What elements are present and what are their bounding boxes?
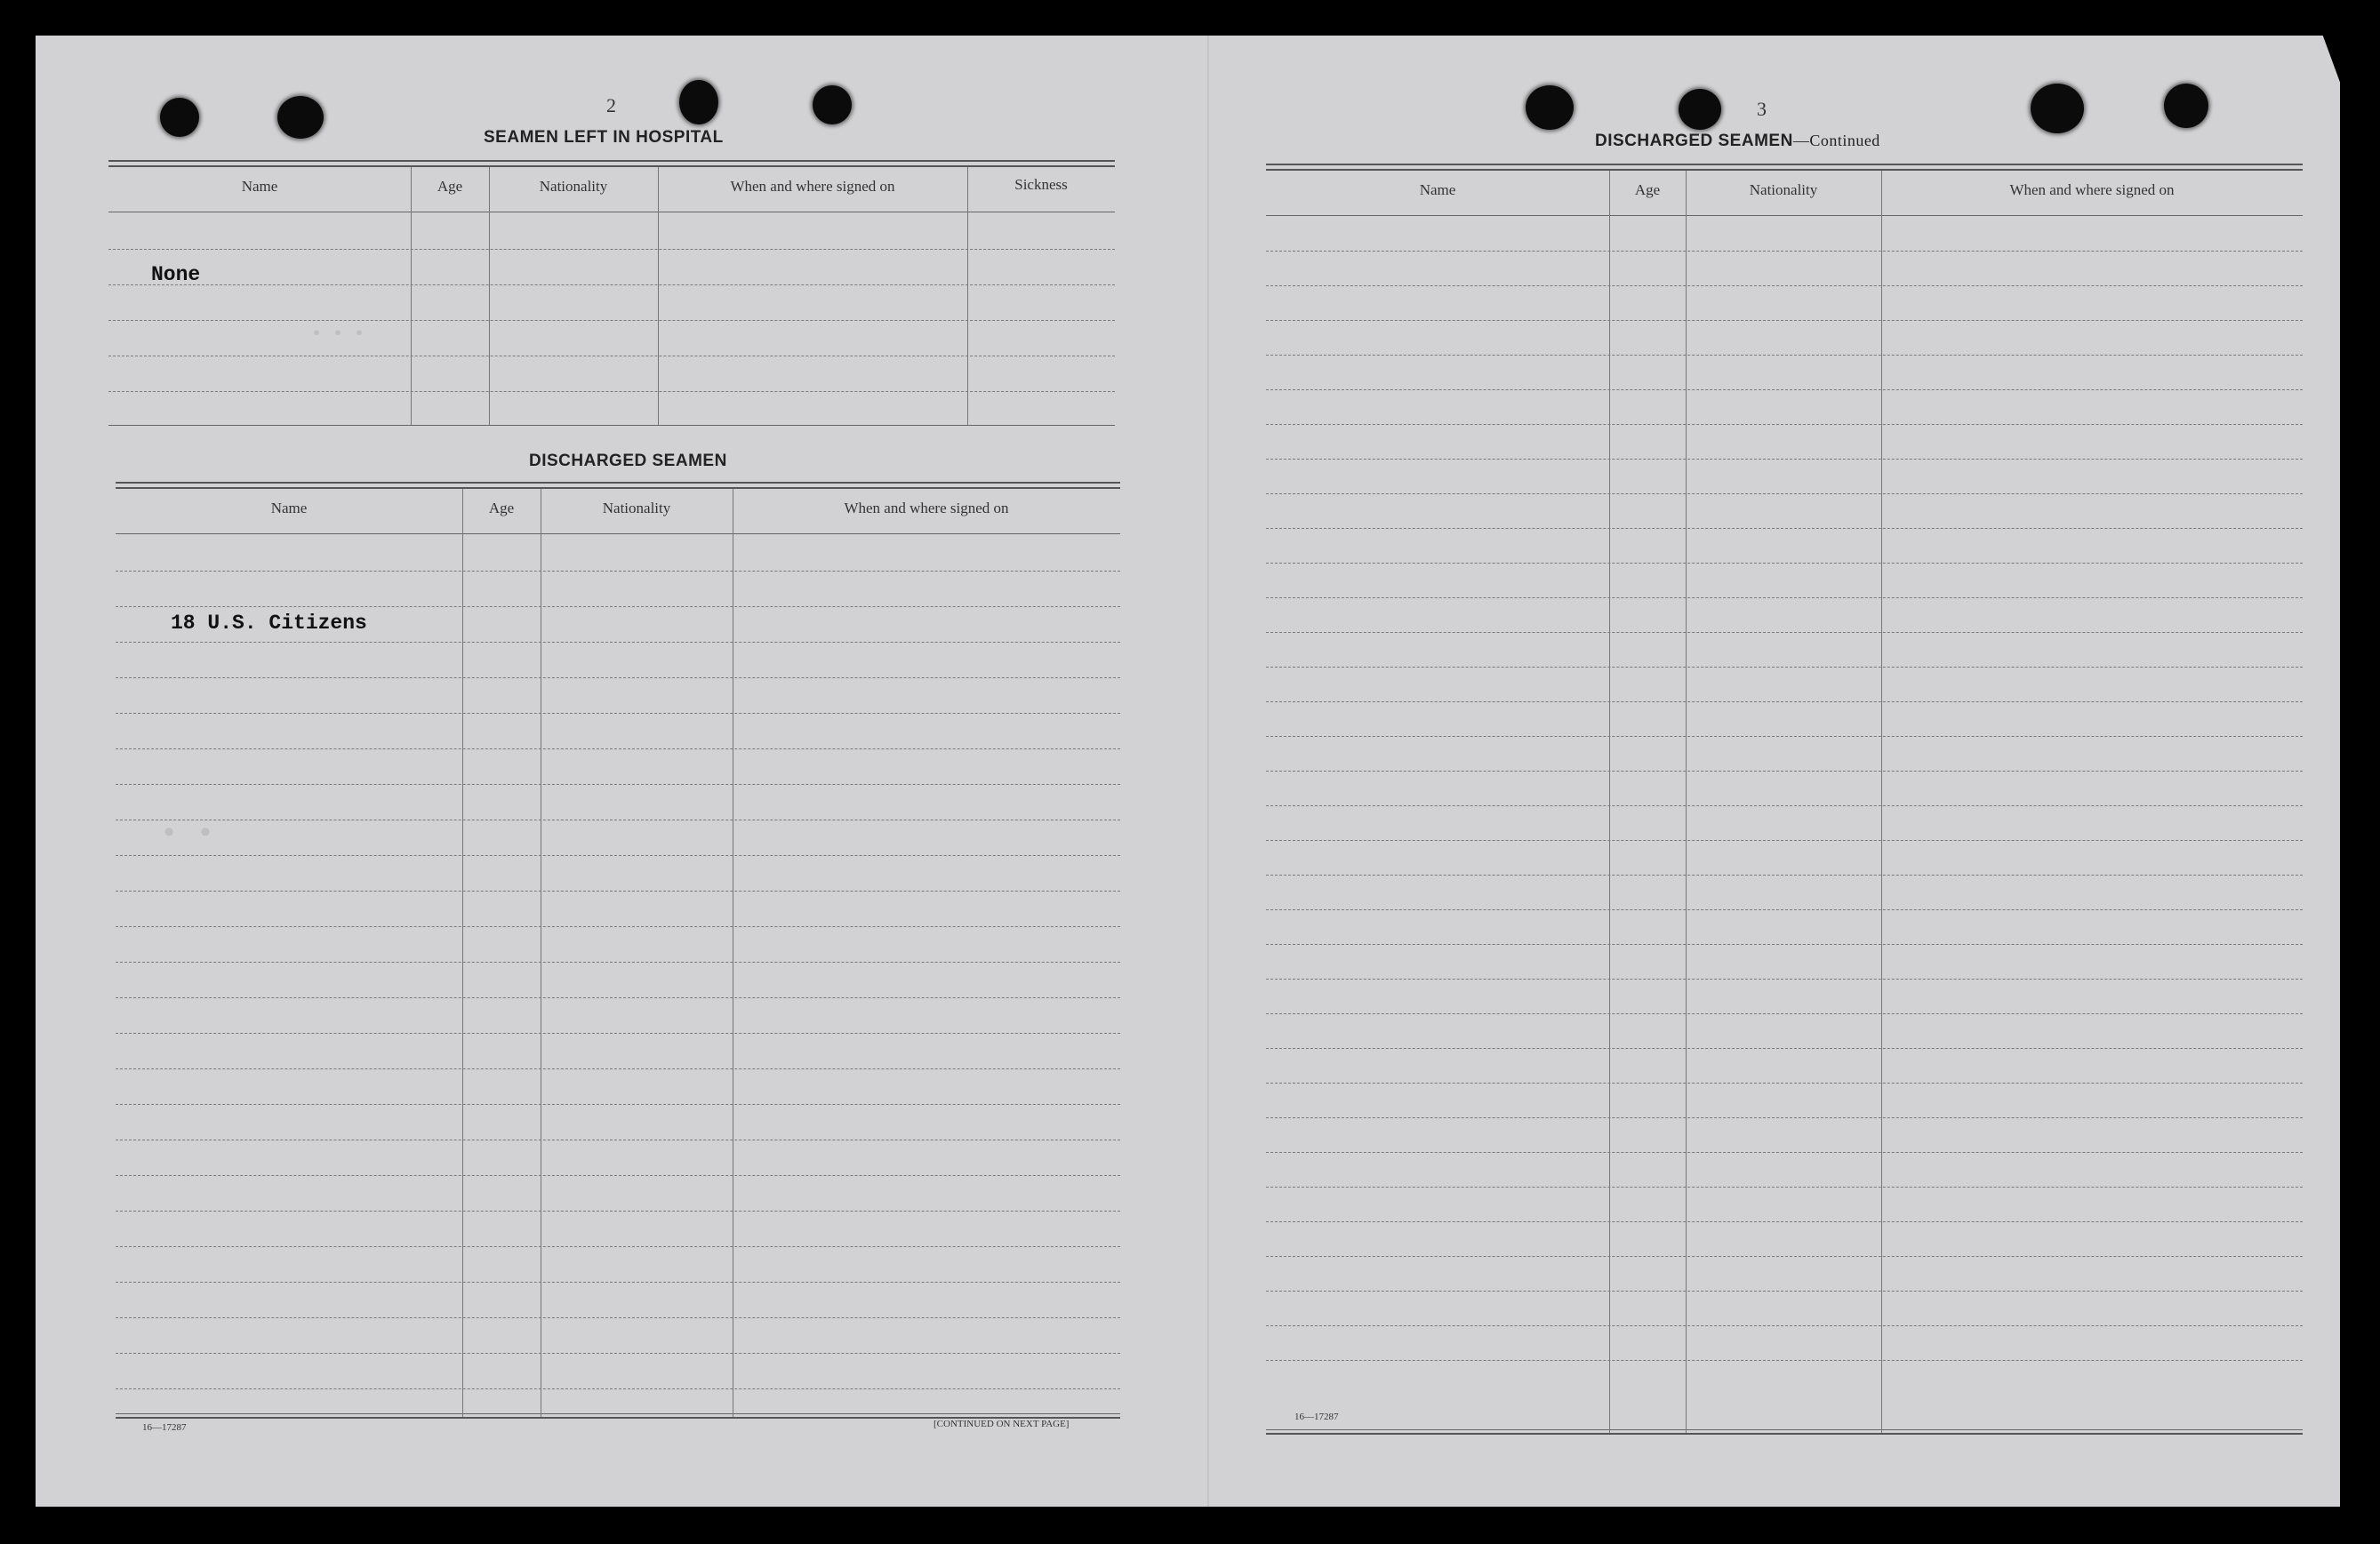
form-number-right: 16—17287 bbox=[1294, 1412, 1339, 1422]
discharged-table-right bbox=[1266, 164, 2303, 1445]
hospital-col-signed-on: When and where signed on bbox=[730, 178, 895, 195]
right-col-age: Age bbox=[1634, 181, 1661, 198]
page-number-left: 2 bbox=[606, 94, 616, 116]
discharged-section-title: DISCHARGED SEAMEN bbox=[529, 452, 727, 470]
hospital-col-age: Age bbox=[437, 178, 463, 195]
discharged-col-age: Age bbox=[488, 500, 515, 516]
hospital-section-title: SEAMEN LEFT IN HOSPITAL bbox=[484, 128, 724, 147]
punch-hole bbox=[160, 98, 199, 137]
hospital-col-nationality: Nationality bbox=[539, 178, 608, 195]
discharged-continued-title bbox=[1595, 132, 1880, 151]
hospital-entry-none: None bbox=[151, 263, 201, 286]
hospital-table bbox=[108, 160, 1115, 427]
hospital-col-name: Name bbox=[241, 178, 278, 195]
page-fold bbox=[1207, 36, 1209, 1507]
punch-hole bbox=[1526, 85, 1574, 130]
bleed-through-mark: • • bbox=[160, 818, 215, 852]
punch-hole bbox=[813, 85, 852, 124]
discharged-col-name: Name bbox=[270, 500, 308, 516]
right-col-name: Name bbox=[1419, 181, 1456, 198]
discharged-continued-title-suffix: —Continued bbox=[1792, 132, 1880, 149]
discharged-col-nationality: Nationality bbox=[602, 500, 671, 516]
right-col-nationality: Nationality bbox=[1749, 181, 1818, 198]
discharged-col-signed-on: When and where signed on bbox=[844, 500, 1009, 516]
punch-hole bbox=[2164, 84, 2208, 128]
discharged-entry-citizens: 18 U.S. Citizens bbox=[171, 612, 367, 635]
hospital-col-sickness: Sickness bbox=[1014, 176, 1068, 193]
punch-hole bbox=[2031, 84, 2084, 133]
form-number-left: 16—17287 bbox=[142, 1422, 187, 1433]
torn-corner bbox=[2322, 34, 2342, 87]
right-col-signed-on: When and where signed on bbox=[2009, 181, 2175, 198]
continued-note: [CONTINUED ON NEXT PAGE] bbox=[934, 1419, 1070, 1429]
discharged-continued-title-main: DISCHARGED SEAMEN bbox=[1595, 132, 1793, 150]
punch-hole bbox=[679, 80, 718, 124]
bleed-through-mark: • • • bbox=[311, 324, 365, 345]
punch-hole bbox=[277, 96, 324, 139]
page-number-right: 3 bbox=[1757, 98, 1767, 120]
punch-hole bbox=[1679, 89, 1721, 130]
document-paper bbox=[36, 36, 2340, 1507]
